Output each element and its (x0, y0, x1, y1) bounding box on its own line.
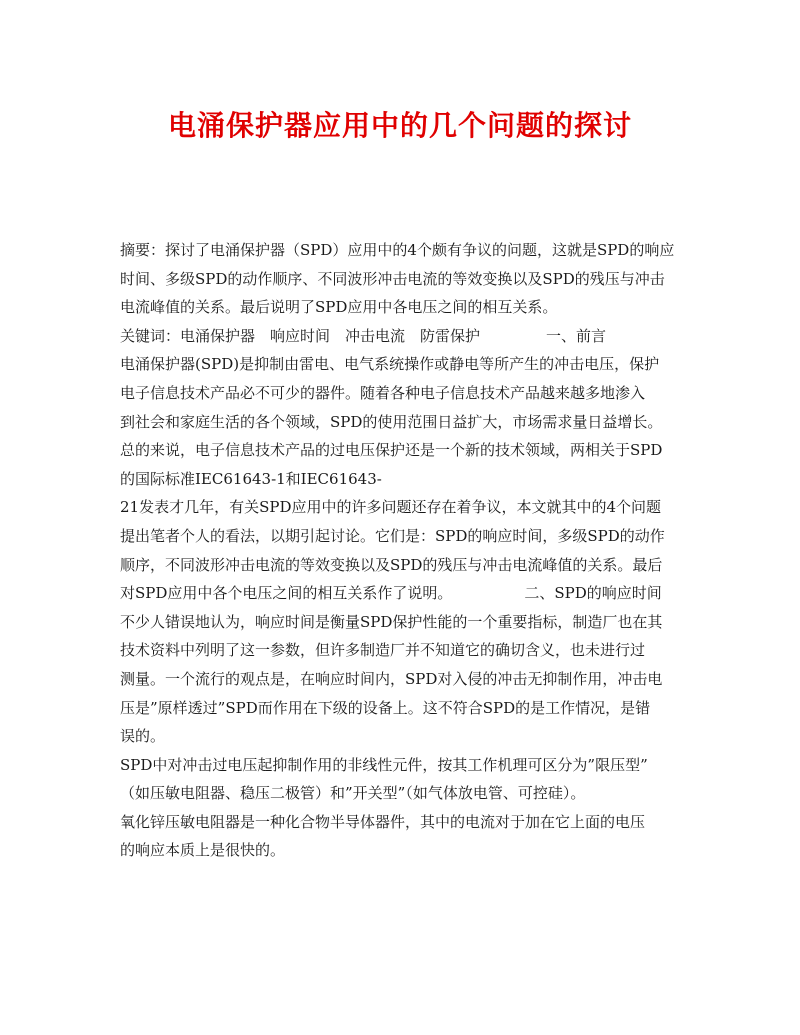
body-line-18: 的响应本质上是很快的。 (120, 841, 286, 860)
body-line-7: 提出笔者个人的看法，以期引起讨论。它们是：SPD的响应时间，多级SPD的动作 (120, 526, 665, 545)
section-heading-preface: 一、前言 (546, 326, 607, 345)
document-title: 电涌保护器应用中的几个问题的探讨 (167, 109, 632, 142)
body-line-9 (120, 579, 688, 608)
section-heading-response-time: 二、SPD的响应时间 (524, 584, 662, 603)
abstract-line-2: 时间、多级SPD的动作顺序、不同波形冲击电流的等效变换以及SPD的残压与冲击 (120, 269, 665, 288)
body-line-14: 误的。 (120, 727, 166, 746)
body-line-5: 的国际标准IEC61643-1和IEC61643- (120, 469, 382, 488)
body-line-6: 21发表才几年，有关SPD应用中的许多问题还存在着争议，本文就其中的4个问题 (120, 498, 662, 517)
body-line-3: 到社会和家庭生活的各个领域，SPD的使用范围日益扩大，市场需求量日益增长。 (120, 412, 663, 431)
body-line-15: SPD中对冲击过电压起抑制作用的非线性元件，按其工作机理可区分为”限压型” (120, 755, 648, 774)
body-line-17: 氧化锌压敏电阻器是一种化合物半导体器件，其中的电流对于加在它上面的电压 (120, 812, 646, 831)
body-line-8: 顺序，不同波形冲击电流的等效变换以及SPD的残压与冲击电流峰值的关系。最后 (120, 555, 663, 574)
body-line-13: 压是”原样透过”SPD而作用在下级的设备上。这不符合SPD的是工作情况，是错 (120, 698, 651, 717)
body-line-10: 不少人错误地认为，响应时间是衡量SPD保护性能的一个重要指标，制造厂也在其 (120, 612, 663, 631)
document-body (120, 236, 688, 865)
body-line-4: 总的来说，电子信息技术产品的过电压保护还是一个新的技术领域，两相关于SPD (120, 441, 663, 460)
keywords-line (120, 322, 688, 351)
body-line-1: 电涌保护器(SPD)是抑制由雷电、电气系统操作或静电等所产生的冲击电压，保护 (120, 355, 660, 374)
body-line-11: 技术资料中列明了这一参数，但许多制造厂并不知道它的确切含义，也未进行过 (120, 641, 646, 660)
body-line-2: 电子信息技术产品必不可少的器件。随着各种电子信息技术产品越来越多地渗入 (120, 383, 646, 402)
keywords-text: 关键词：电涌保护器 响应时间 冲击电流 防雷保护 (120, 326, 481, 345)
body-line-9-text: 对SPD应用中各个电压之间的相互关系作了说明。 (120, 584, 453, 603)
body-line-12: 测量。一个流行的观点是，在响应时间内，SPD对入侵的冲击无抑制作用，冲击电 (120, 669, 663, 688)
abstract-line-1: 摘要：探讨了电涌保护器（SPD）应用中的4个颇有争议的问题，这就是SPD的响应 (120, 241, 675, 259)
abstract-line-3: 电流峰值的关系。最后说明了SPD应用中各电压之间的相互关系。 (120, 298, 558, 317)
body-line-16: （如压敏电阻器、稳压二极管）和”开关型”（如气体放电管、可控硅）。 (120, 784, 586, 803)
